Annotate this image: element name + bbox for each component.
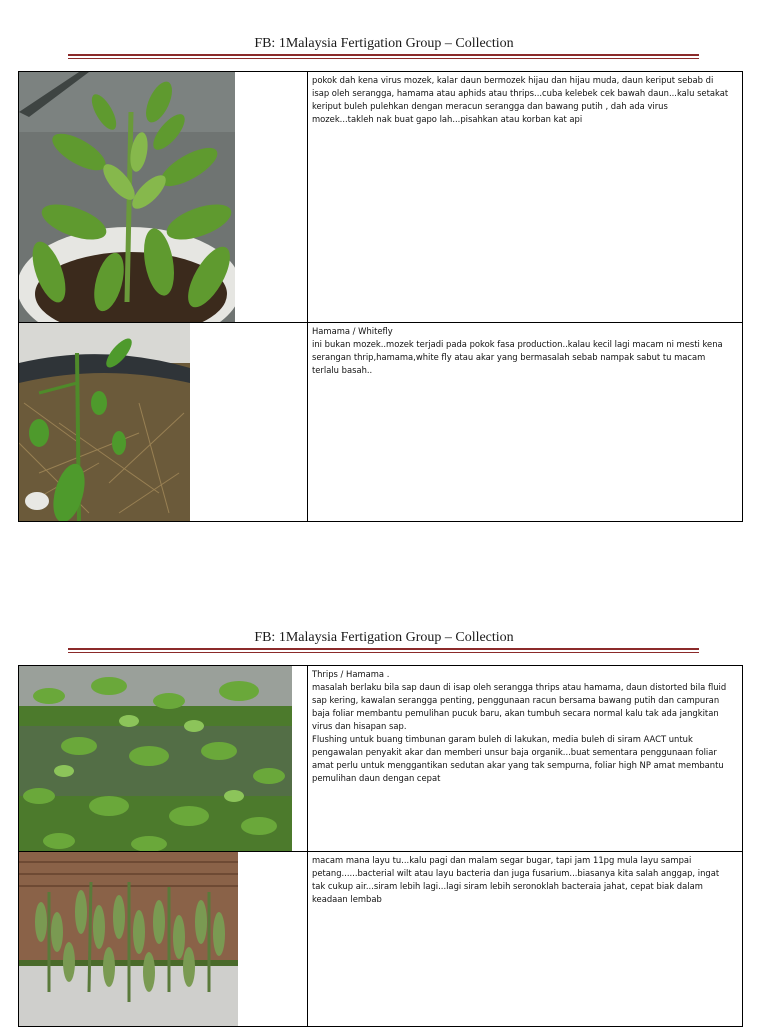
description-cell	[308, 852, 743, 1027]
description-line: tak cukup air...siram lebih lagi...lagi siram lebih seronoklah bacteraia jahat, cepat biak dalam	[312, 881, 703, 891]
description-line: pokok dah kena virus mozek, kalar daun bermozek hijau dan hijau muda, daun keriput sebab di	[312, 75, 714, 85]
photo-table-2	[18, 665, 743, 1027]
header-rule-thin	[68, 58, 699, 59]
description-line: serangan thrip,hamama,white fly atau akar yang bermasalah sebab nampak sabut tu macam	[312, 352, 706, 362]
table-row	[19, 852, 743, 1027]
wilted-chili-plants-photo	[19, 852, 238, 1026]
description-line: mozek...takleh nak buat gapo lah...pisahkan atau korban kat api	[312, 114, 583, 124]
header-rule	[68, 648, 699, 650]
page-title: FB: 1Malaysia Fertigation Group – Collection	[254, 630, 514, 645]
table-row	[19, 666, 743, 852]
chili-plants-thrips-damage-photo	[19, 666, 292, 851]
description-line: sap kering, kawalan serangga penting, penggunaan racun bersama bawang putih dan campuran	[312, 695, 720, 705]
description-line: virus dan hisapan sap.	[312, 721, 407, 731]
image-cell	[19, 852, 308, 1027]
chili-plant-mosaic-virus-photo	[19, 72, 235, 322]
description-line: pemulihan daun dengan cepat	[312, 773, 441, 783]
description-line: keadaan lembab	[312, 894, 382, 904]
chili-plant-whitefly-photo	[19, 323, 190, 521]
description-line: baja foliar membantu pemulihan pucuk baru, akan tumbuh secara normal kalu tak ada jangkitan	[312, 708, 719, 718]
description-line: Thrips / Hamama .	[312, 669, 390, 679]
image-cell	[19, 72, 308, 323]
header-rule-thin	[68, 652, 699, 653]
photo-table-1	[18, 71, 743, 522]
image-cell	[19, 666, 308, 852]
description-line: keriput buleh pulehkan dengan meracun serangga dan bawang putih , dah ada virus	[312, 101, 668, 111]
page-title: FB: 1Malaysia Fertigation Group – Collection	[254, 36, 514, 51]
header-rule	[68, 54, 699, 56]
description-line: macam mana layu tu...kalu pagi dan malam segar bugar, tapi jam 11pg mula layu sampai	[312, 855, 692, 865]
description-line: pengawalan penyakit akar dan memberi unsur baja organik...buat sementara penggunaan foliar	[312, 747, 717, 757]
table-row	[19, 72, 743, 323]
description-line: amat perlu untuk menggantikan sedutan akar yang tak sempurna, foliar high NP amat membantu	[312, 760, 724, 770]
description-line: isap oleh serangga, hamama atau aphids atau thrips...cuba kelebek cek bawah daun...kalu setakat	[312, 88, 729, 98]
description-line: Hamama / Whitefly	[312, 326, 393, 336]
description-line: terlalu basah..	[312, 365, 373, 375]
description-line: ini bukan mozek..mozek terjadi pada pokok fasa production..kalau kecil lagi macam ni mesti kena	[312, 339, 723, 349]
description-line: petang......bacterial wilt atau layu bacteria dan juga fusarium...biasanya kita salah anggap, ingat	[312, 868, 720, 878]
description-cell	[308, 72, 743, 323]
description-cell	[308, 666, 743, 852]
description-cell	[308, 323, 743, 522]
description-line: masalah berlaku bila sap daun di isap oleh serangga thrips atau hamama, daun distorted bila fluid	[312, 682, 727, 692]
description-line: Flushing untuk buang timbunan garam buleh di lakukan, media buleh di siram AACT untuk	[312, 734, 693, 744]
table-row	[19, 323, 743, 522]
image-cell	[19, 323, 308, 522]
